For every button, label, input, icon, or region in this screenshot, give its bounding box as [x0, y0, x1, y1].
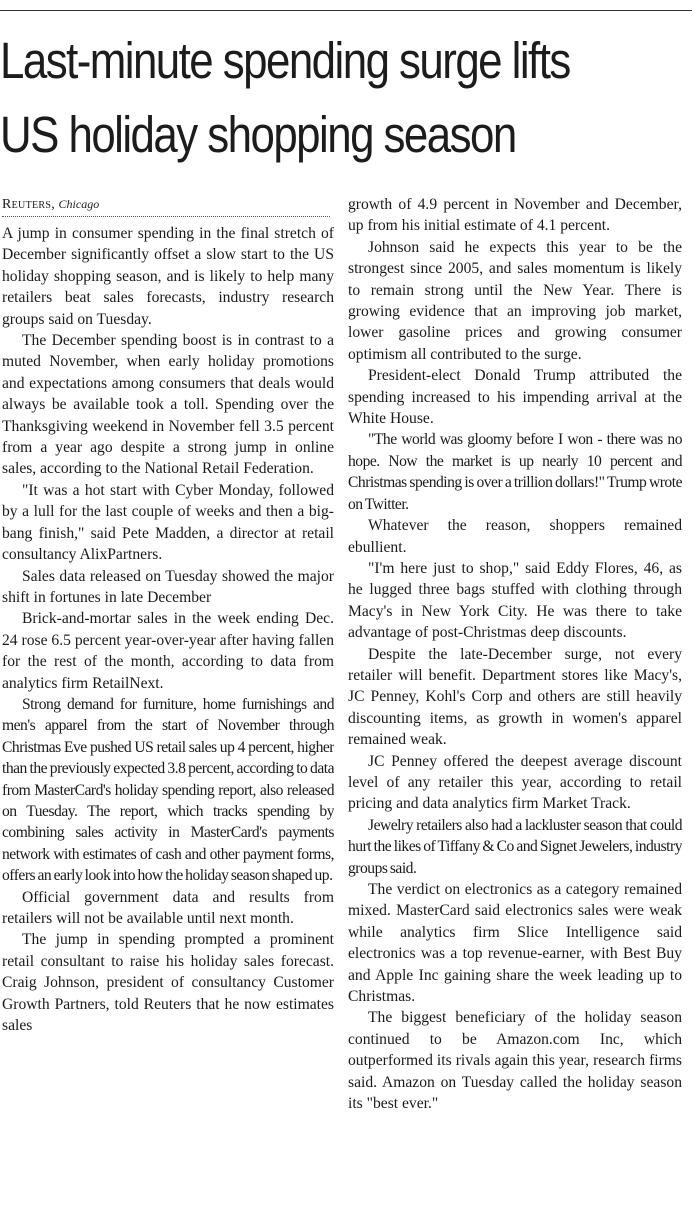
article-paragraph: A jump in consumer spending in the final stretch of December significantly offset a slow start to the US holiday shopping season, and is likely to help many retailers beat sales forecasts, industry research groups said on Tuesday.: [2, 225, 334, 328]
dateline: [2, 194, 334, 215]
article-paragraph: President-elect Donald Trump attributed the spending increased to his impending arrival at the White House.: [348, 367, 682, 428]
article-paragraph: JC Penney offered the deepest average discount level of any retailer this year, according to retail pricing and data analytics firm Market Track.: [348, 752, 682, 813]
article-paragraph: Sales data released on Tuesday showed the major shift in fortunes in late December: [2, 567, 334, 606]
headline-line-1: Last-minute spending surge lifts: [0, 32, 570, 89]
agency-name: Reuters,: [2, 197, 56, 212]
article-paragraph: The biggest beneficiary of the holiday season continued to be Amazon.com Inc, which outperformed its rivals again this year, research firms said. Amazon on Tuesday called the holiday season its "best ever.": [348, 1009, 682, 1113]
article-paragraph: The jump in spending prompted a prominent retail consultant to raise his holiday sales forecast. Craig Johnson, president of consultancy Customer Growth Partners, told Reuters that he now estimates sales: [2, 931, 334, 1035]
headline: [0, 24, 595, 172]
article-paragraph: "The world was gloomy before I won - there was no hope. Now the market is up nearly 10 percent and Christmas spending is over a trillion dollars!" Trump wrote on Twitter.: [348, 431, 682, 513]
top-rule: [0, 10, 692, 11]
article-paragraph: "It was a hot start with Cyber Monday, followed by a lull for the last couple of weeks and then a big-bang finish," said Pete Madden, a director at retail consultancy AlixPartners.: [2, 481, 334, 564]
article-paragraph-continued: growth of 4.9 percent in November and December, up from his initial estimate of 4.1 percent.: [348, 196, 682, 235]
dateline-city: Chicago: [58, 197, 100, 211]
article-paragraph: Despite the late-December surge, not every retailer will benefit. Department stores like Macy's, JC Penney, Kohl's Corp and others are still heavily discounting items, as growth in women's apparel remained weak.: [348, 645, 682, 749]
article-column-left: [2, 194, 334, 1230]
headline-line-2: US holiday shopping season: [0, 106, 516, 163]
article-paragraph: The verdict on electronics as a category remained mixed. MasterCard said electronics sales were weak while analytics firm Slice Intelligence said electronics was a top revenue-earner, with Best Buy and Apple Inc gaining share the week leading up to Christmas.: [348, 881, 682, 1006]
article-column-right: [348, 194, 682, 1230]
article-paragraph: The December spending boost is in contrast to a muted November, when early holiday promotions and expectations among consumers that deals would always be available took a toll. Spending over the Thanksgiving weekend in November fell 3.5 percent from a year ago despite a strong jump in online sales, according to the National Retail Federation.: [2, 332, 334, 478]
article-paragraph: Brick-and-mortar sales in the week ending Dec. 24 rose 6.5 percent year-over-year after having fallen for the rest of the month, according to data from analytics firm RetailNext.: [2, 610, 334, 692]
article-paragraph: "I'm here just to shop," said Eddy Flores, 46, as he lugged three bags stuffed with clothing through Macy's in New York City. He was there to take advantage of post-Christmas deep discounts.: [348, 559, 682, 642]
article-paragraph: Jewelry retailers also had a lackluster season that could hurt the likes of Tiffany & Co and Signet Jewelers, industry groups said.: [348, 816, 682, 877]
article-paragraph: Strong demand for furniture, home furnishings and men's apparel from the start of November through Christmas Eve pushed US retail sales up 4 percent, higher than the previously expected 3.8 percent, according to data from MasterCard's holiday spending report, also released on Tuesday. The report, which tracks spending by combining sales activity in MasterCard's payments network with estimates of cash and other payment forms, offers an early look into how the holiday season shaped up.: [2, 695, 334, 885]
article-paragraph: Whatever the reason, shoppers remained ebullient.: [348, 517, 682, 556]
dateline-divider: [2, 216, 330, 217]
article-paragraph: Johnson said he expects this year to be the strongest since 2005, and sales momentum is likely to remain strong until the New Year. There is growing evidence that an improving job market, lower gasoline prices and growing consumer optimism all contributed to the surge.: [348, 238, 682, 363]
article-paragraph: Official government data and results from retailers will not be available until next month.: [2, 888, 334, 927]
